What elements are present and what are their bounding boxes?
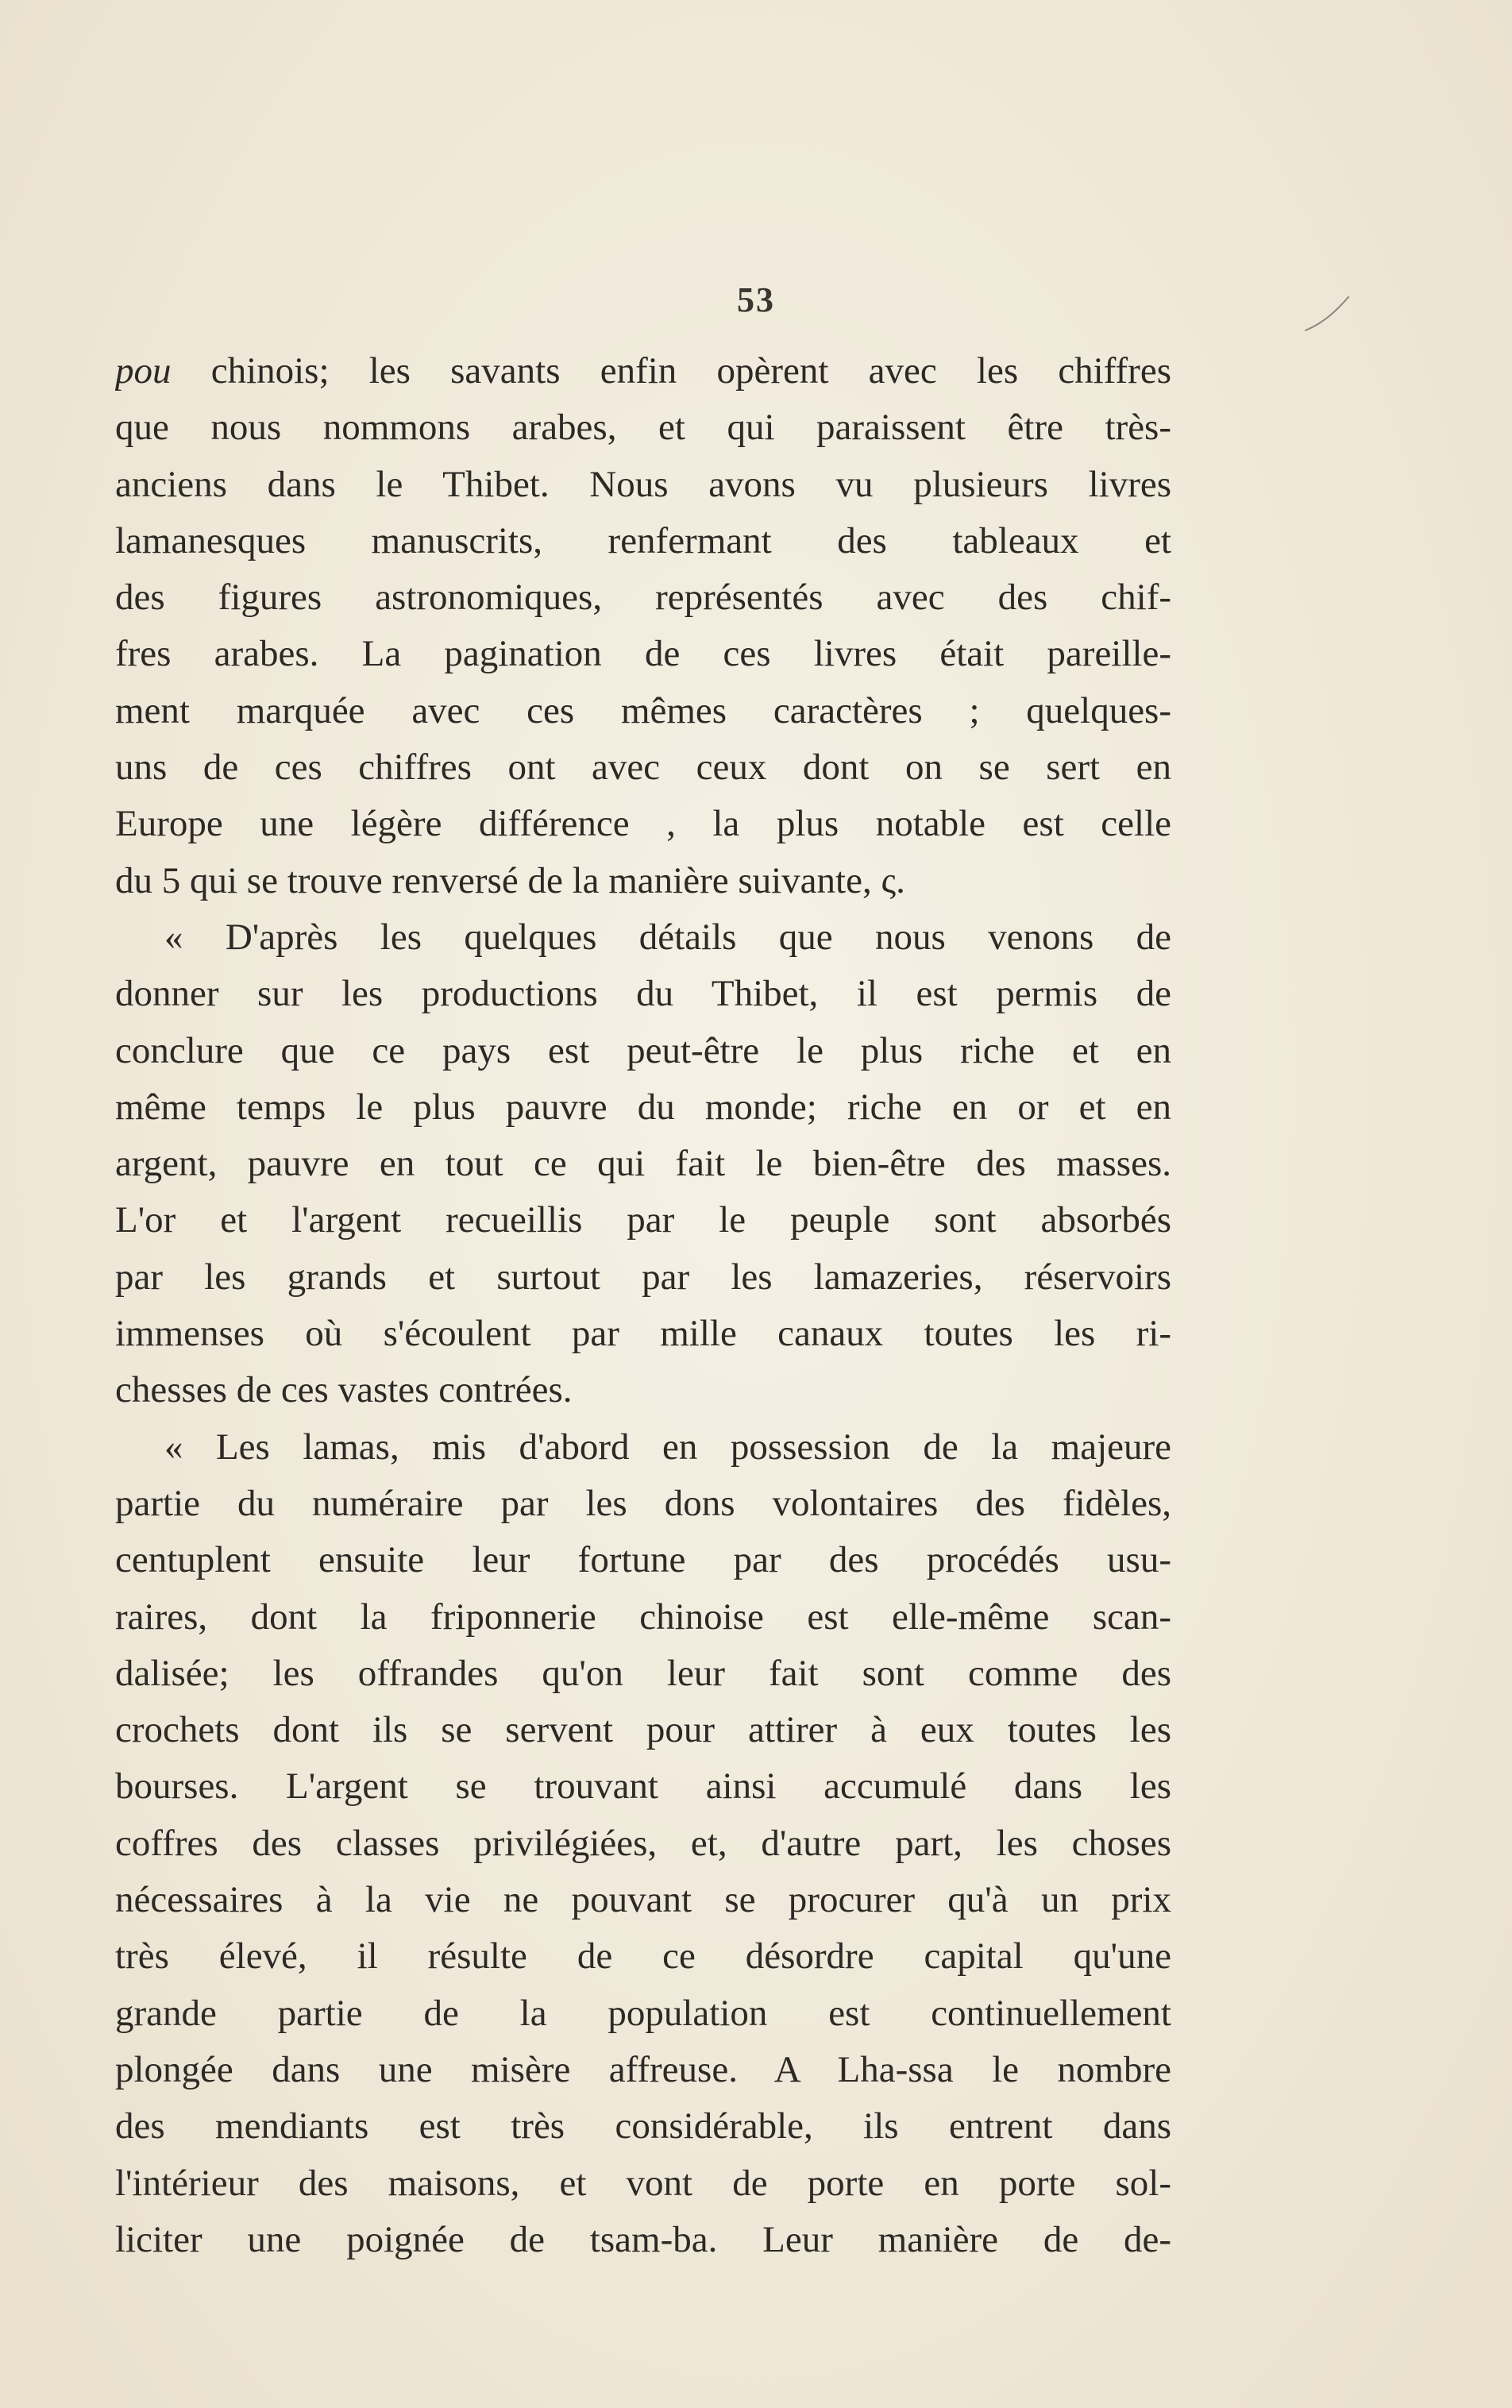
text-line: conclure que ce pays est peut-être le plus riche et en — [115, 1029, 1171, 1071]
text-line: « D'après les quelques détails que nous venons de — [164, 916, 1171, 958]
text-line: pou chinois; les savants enfin opèrent avec les chiffres — [115, 350, 1171, 392]
text-line: grande partie de la population est continuellement — [115, 1992, 1171, 2034]
text-line: des figures astronomiques, représentés avec des chif- — [115, 577, 1171, 619]
text-line: fres arabes. La pagination de ces livres était pareille- — [115, 633, 1171, 675]
text-line: bourses. L'argent se trouvant ainsi accumulé dans les — [115, 1765, 1171, 1808]
text-line: partie du numéraire par les dons volontaires des fidèles, — [115, 1482, 1171, 1524]
text-line: lamanesques manuscrits, renfermant des tableaux et — [115, 519, 1171, 561]
text-line: par les grands et surtout par les lamazeries, réservoirs — [115, 1256, 1171, 1298]
text-line: que nous nommons arabes, et qui paraissent être très- — [115, 407, 1171, 449]
text-line: L'or et l'argent recueillis par le peuple sont absorbés — [115, 1199, 1171, 1241]
text-line: coffres des classes privilégiées, et, d'autre part, les choses — [115, 1822, 1171, 1864]
text-line: « Les lamas, mis d'abord en possession de la majeure — [164, 1426, 1171, 1468]
text-line: argent, pauvre en tout ce qui fait le bien-être des masses. — [115, 1143, 1171, 1185]
text-line: du 5 qui se trouve renversé de la manière suivante, ς. — [115, 859, 905, 901]
text-line: Europe une légère différence , la plus notable est celle — [115, 803, 1171, 845]
text-line: l'intérieur des maisons, et vont de porte en porte sol- — [115, 2162, 1171, 2204]
text-line: crochets dont ils se servent pour attirer à eux toutes les — [115, 1709, 1171, 1751]
text-line: immenses où s'écoulent par mille canaux toutes les ri- — [115, 1313, 1171, 1355]
text-line: uns de ces chiffres ont avec ceux dont on se sert en — [115, 747, 1171, 789]
text-line: même temps le plus pauvre du monde; riche en or et en — [115, 1086, 1171, 1128]
text-line: plongée dans une misère affreuse. A Lha-ssa le nombre — [115, 2048, 1171, 2090]
body-text — [115, 343, 1171, 2268]
text-line: dalisée; les offrandes qu'on leur fait sont comme des — [115, 1652, 1171, 1694]
text-line: raires, dont la friponnerie chinoise est elle-même scan- — [115, 1596, 1171, 1638]
text-line: liciter une poignée de tsam-ba. Leur manière de de- — [115, 2218, 1171, 2260]
pencil-mark-icon — [1302, 295, 1350, 332]
text-line: centuplent ensuite leur fortune par des procédés usu- — [115, 1539, 1171, 1581]
text-line: très élevé, il résulte de ce désordre capital qu'une — [115, 1935, 1171, 1978]
page-number: 53 — [737, 280, 775, 319]
text-line: ment marquée avec ces mêmes caractères ; quelques- — [115, 689, 1171, 731]
text-line: chesses de ces vastes contrées. — [115, 1369, 573, 1411]
text-line: des mendiants est très considérable, ils entrent dans — [115, 2105, 1171, 2148]
text-line: anciens dans le Thibet. Nous avons vu plusieurs livres — [115, 463, 1171, 505]
text-line: nécessaires à la vie ne pouvant se procurer qu'à un prix — [115, 1879, 1171, 1921]
text-line: donner sur les productions du Thibet, il est permis de — [115, 973, 1171, 1015]
